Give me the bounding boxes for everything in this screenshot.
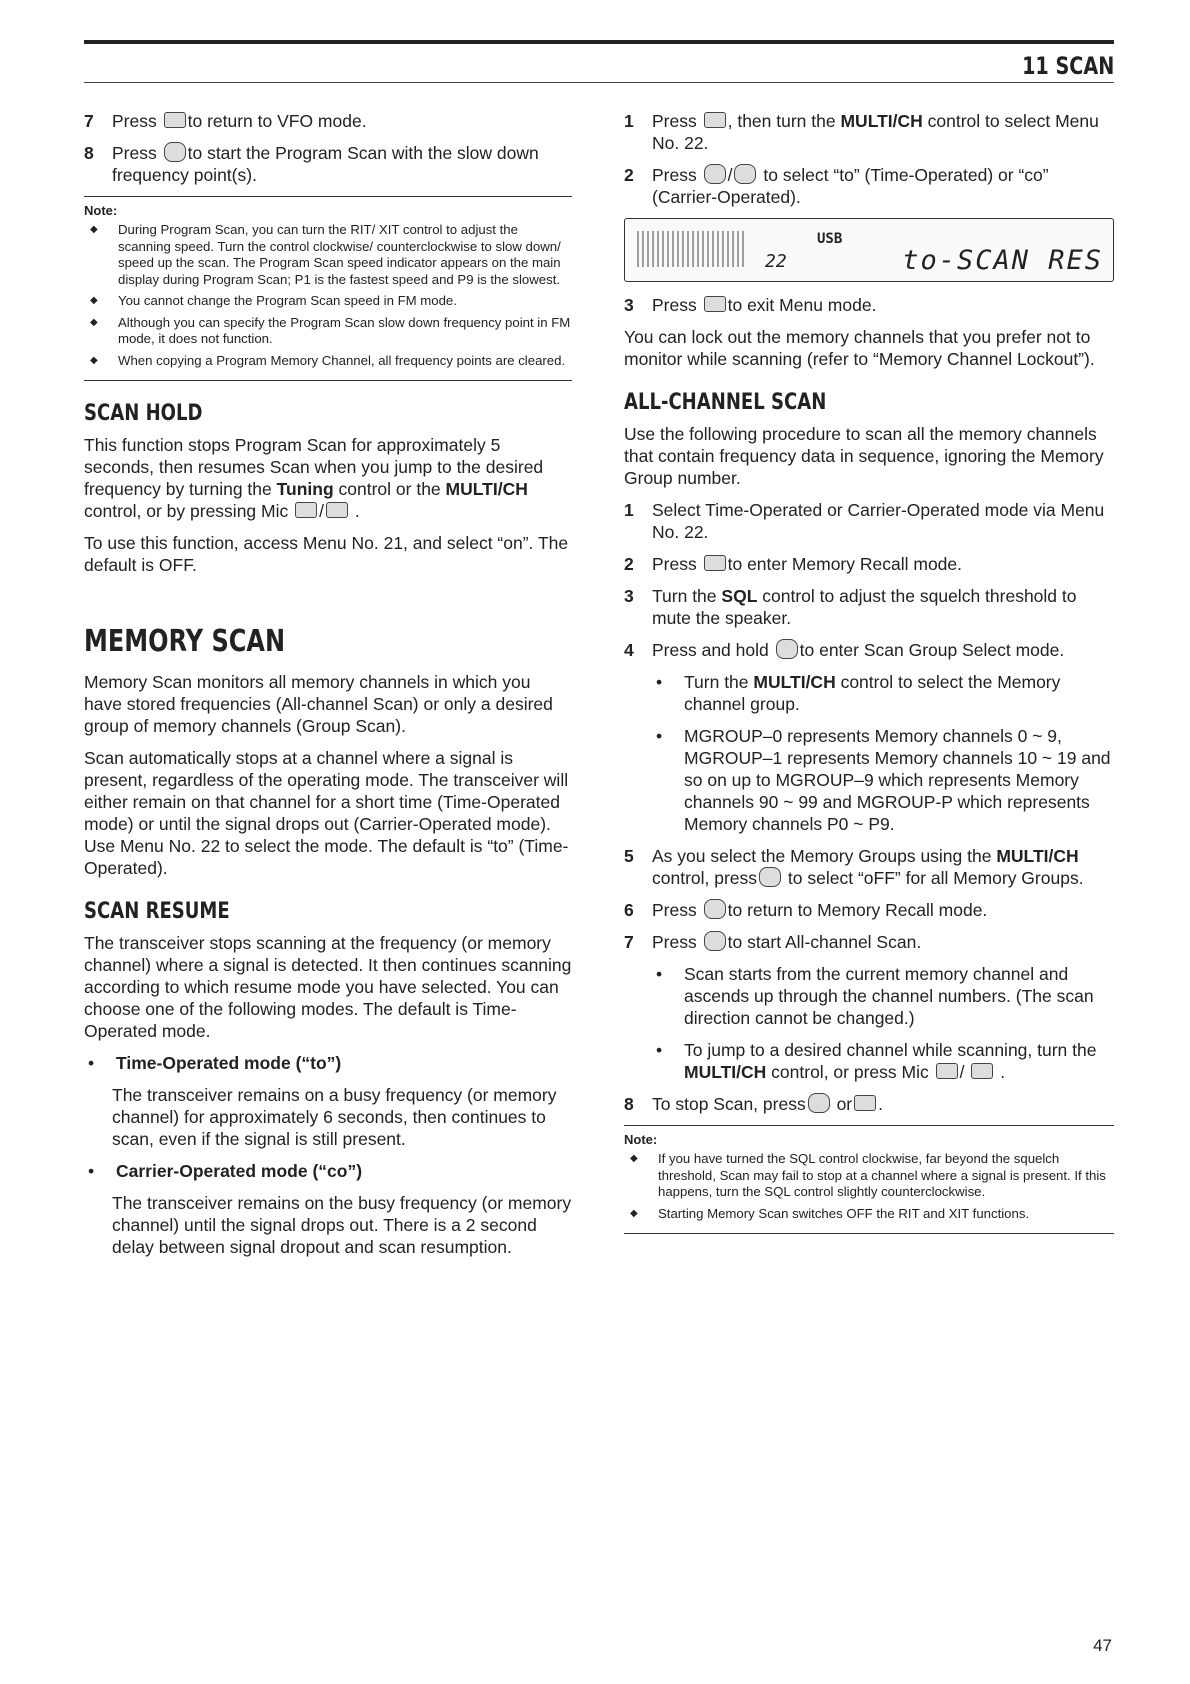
all-step-2: 2 Press to enter Memory Recall mode. [624,554,963,574]
all-step-8: 8 To stop Scan, press or . [624,1094,884,1114]
step-7-vfo: 7 Press to return to VFO mode. [84,111,367,131]
all-step-4: 4 Press and hold to enter Scan Group Select mode. [624,640,1065,660]
time-operated-description: The transceiver remains on a busy frequency (or memory channel) for approximately 6 seconds, then continues to scan, even if the signal is still present. [112,1085,557,1149]
all-step-6: 6 Press to return to Memory Recall mode. [624,900,988,920]
note-item: ◆ You cannot change the Program Scan speed in FM mode. [84,293,572,310]
all-step-3: 3 Turn the SQL control to adjust the squelch threshold to mute the speaker. [624,586,1077,628]
time-operated-mode: • Time-Operated mode (“to”) [88,1053,342,1073]
lockout-paragraph: You can lock out the memory channels that you prefer not to monitor while scanning (refer to “Memory Channel Lockout”). [624,327,1095,369]
lcd-mode-readout: USB [817,231,843,247]
menu-step-3: 3 Press to exit Menu mode. [624,295,877,315]
all-step-7: 7 Press to start All-channel Scan. [624,932,922,952]
header-rule-thin [84,82,1114,83]
clr-key-icon [854,1095,876,1111]
scan-key-icon [704,931,726,951]
all-step-4-sub-1: • Turn the MULTI/CH control to select the Memory channel group. [656,672,1061,714]
quick-memo-key-icon [704,164,726,184]
step-8-program-scan: 8 Press to start the Program Scan with the slow down frequency point(s). [84,143,539,185]
all-step-5: 5 As you select the Memory Groups using the MULTI/CH control, press to select “oFF” for all Memory Groups. [624,846,1084,888]
note-item: ◆ If you have turned the SQL control clockwise, far beyond the squelch threshold, Scan may fail to stop at a channel where a signal is present. If this happens, turn the SQL control slightly counterclockwise. [624,1151,1114,1201]
right-column [624,110,1114,1244]
menu-key-icon [704,296,726,312]
menu-step-2: 2 Press / to select “to” (Time-Operated) or “co” (Carrier-Operated). [624,165,1049,207]
m-v-key-icon [704,555,726,571]
scan-hold-paragraph-1: This function stops Program Scan for approximately 5 seconds, then resumes Scan when you jump to the desired frequency by turning the Tuning control or the MULTI/CH control, or by pressing Mic / . [84,435,544,521]
carrier-operated-mode: • Carrier-Operated mode (“co”) [88,1161,363,1181]
heading-memory-scan: MEMORY SCAN [84,624,286,659]
all-channel-intro: Use the following procedure to scan all the memory channels that contain frequency data in sequence, ignoring the Memory Group number. [624,424,1104,488]
chapter-title: 11 SCAN [1021,52,1114,80]
scan-key-icon [759,867,781,887]
heading-scan-hold: SCAN HOLD [84,401,203,426]
lcd-display-illustration [624,218,1114,282]
memory-scan-paragraph-1: Memory Scan monitors all memory channels in which you have stored frequencies (All-channel Scan) or only a desired group of memory channels (Group Scan). [84,672,553,736]
scan-key-icon [808,1093,830,1113]
note-item: ◆ During Program Scan, you can turn the RIT/ XIT control to adjust the scanning speed. Turn the control clockwise/ counterclockwise to slow down/ speed up the scan. The Program Scan speed indicator appears on the main display during Program Scan; P1 is the fastest speed and P9 is the slowest. [84,222,572,288]
all-step-7-sub-2: • To jump to a desired channel while scanning, turn the MULTI/CH control, or press Mic / . [656,1040,1097,1082]
diamond-bullet-icon: ◆ [90,295,98,306]
heading-scan-resume: SCAN RESUME [84,899,230,924]
lcd-menu-number: 22 [765,251,787,272]
mic-down-key-icon [326,502,348,518]
scan-key-icon [734,164,756,184]
s-meter-bar-icon [637,231,747,267]
left-column [84,110,572,1268]
note-item: ◆ Although you can specify the Program Scan slow down frequency point in FM mode, it does not function. [84,315,572,348]
diamond-bullet-icon: ◆ [90,354,98,366]
note-box-program-scan: Note: ◆ During Program Scan, you can turn the RIT/ XIT control to adjust the scanning speed. Turn the control clockwise/ counterclockwise to slow down/ speed up the scan. The Program Scan speed indicator appears on the main display during Program Scan; P1 is the fastest speed and P9 is the slowest. ◆ You cannot change the Program Scan speed in FM mode. ◆ Although you can specify the Program Scan slow down frequency point in FM mode, it does not function. ◆ When copying a Program Memory Channel, all frequency points are cleared. [84,196,572,381]
memory-scan-paragraph-2: Scan automatically stops at a channel where a signal is present, regardless of the operating mode. The transceiver will either remain on that channel for a short time (Time-Operated mode) or until the signal drops out (Carrier-Operated mode). Use Menu No. 22 to select the mode. The default is “to” (Time-Operated). [84,748,569,878]
all-step-1: 1 Select Time-Operated or Carrier-Operated mode via Menu No. 22. [624,500,1105,542]
note-item: ◆ When copying a Program Memory Channel, all frequency points are cleared. [84,353,572,370]
note-item: ◆ Starting Memory Scan switches OFF the RIT and XIT functions. [624,1206,1114,1223]
scan-key-icon [776,639,798,659]
menu-step-1: 1 Press , then turn the MULTI/CH control to select Menu No. 22. [624,111,1099,153]
scan-hold-paragraph-2: To use this function, access Menu No. 21, and select “on”. The default is OFF. [84,533,569,575]
scan-resume-paragraph: The transceiver stops scanning at the frequency (or memory channel) where a signal is detected. It then continues scanning according to which resume mode you have selected. You can choose one of the following modes. The default is Time-Operated mode. [84,933,572,1041]
mic-up-key-icon [936,1063,958,1079]
lcd-main-text: to-SCAN RES [902,245,1103,276]
menu-key-icon [704,112,726,128]
all-step-4-sub-2: • MGROUP–0 represents Memory channels 0 ~ 9, MGROUP–1 represents Memory channels 10 ~ 19 and so on up to MGROUP–9 which represents Memory channels 90 ~ 99 and MGROUP-P which represents Memory channels P0 ~ P9. [656,726,1111,834]
a-b-key-icon [164,112,186,128]
carrier-operated-description: The transceiver remains on the busy frequency (or memory channel) until the signal drops out. There is a 2 second delay between signal dropout and scan resumption. [112,1193,572,1257]
page-number: 47 [1093,1636,1112,1655]
mic-down-key-icon [971,1063,993,1079]
diamond-bullet-icon: ◆ [630,1207,638,1219]
diamond-bullet-icon: ◆ [90,224,98,235]
all-step-7-sub-1: • Scan starts from the current memory channel and ascends up through the channel numbers. (The scan direction cannot be changed.) [656,964,1094,1028]
diamond-bullet-icon: ◆ [630,1153,638,1164]
diamond-bullet-icon: ◆ [90,316,98,328]
mic-up-key-icon [295,502,317,518]
header-rule-thick [84,40,1114,44]
scan-key-icon [164,142,186,162]
scan-key-icon [704,899,726,919]
heading-all-channel-scan: ALL-CHANNEL SCAN [624,390,827,415]
note-box-memory-scan: Note: ◆ If you have turned the SQL control clockwise, far beyond the squelch threshold, Scan may fail to stop at a channel where a signal is present. If this happens, turn the SQL control slightly counterclockwise. ◆ Starting Memory Scan switches OFF the RIT and XIT functions. [624,1125,1114,1234]
